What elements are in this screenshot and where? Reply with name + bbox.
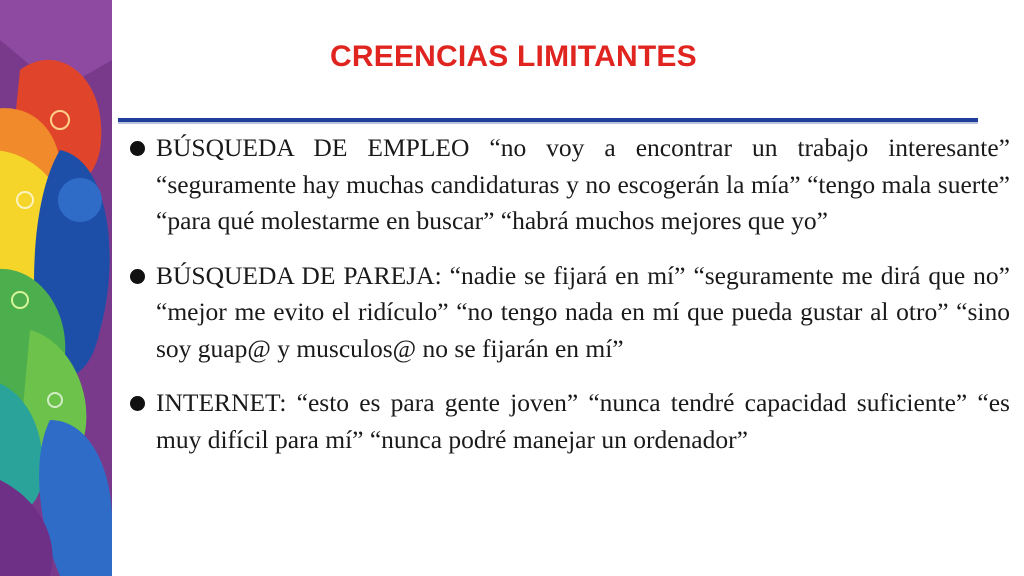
decorative-mandala-image [0,0,112,576]
bullet-dot-icon [130,269,145,284]
bullet-dot-icon [130,141,145,156]
bullet-pareja [128,258,1010,368]
bullet-internet [128,385,1010,458]
bullet-text: INTERNET: “esto es para gente joven” “nunca tendré capacidad suficiente” “es muy difícil para mí” “nunca podré manejar un ordenador” [156,388,1010,454]
bullet-text: BÚSQUEDA DE EMPLEO “no voy a encontrar un trabajo interesante” “seguramente hay muchas candidaturas y no escogerán la mía” “tengo mala suerte” “para qué molestarme en buscar” “habrá muchos mejores que yo” [156,133,1010,235]
bullet-empleo [128,130,1010,240]
title-divider-shadow [118,122,978,124]
bullet-list [128,130,1010,476]
bullet-text: BÚSQUEDA DE PAREJA: “nadie se fijará en mí” “seguramente me dirá que no” “mejor me evito el ridículo” “no tengo nada en mí que pueda gustar al otro” “sino soy guap@ y musculos@ no se fijarán en mí” [156,260,1010,363]
bullet-dot-icon [130,396,145,411]
slide-title: CREENCIAS LIMITANTES [330,40,697,73]
